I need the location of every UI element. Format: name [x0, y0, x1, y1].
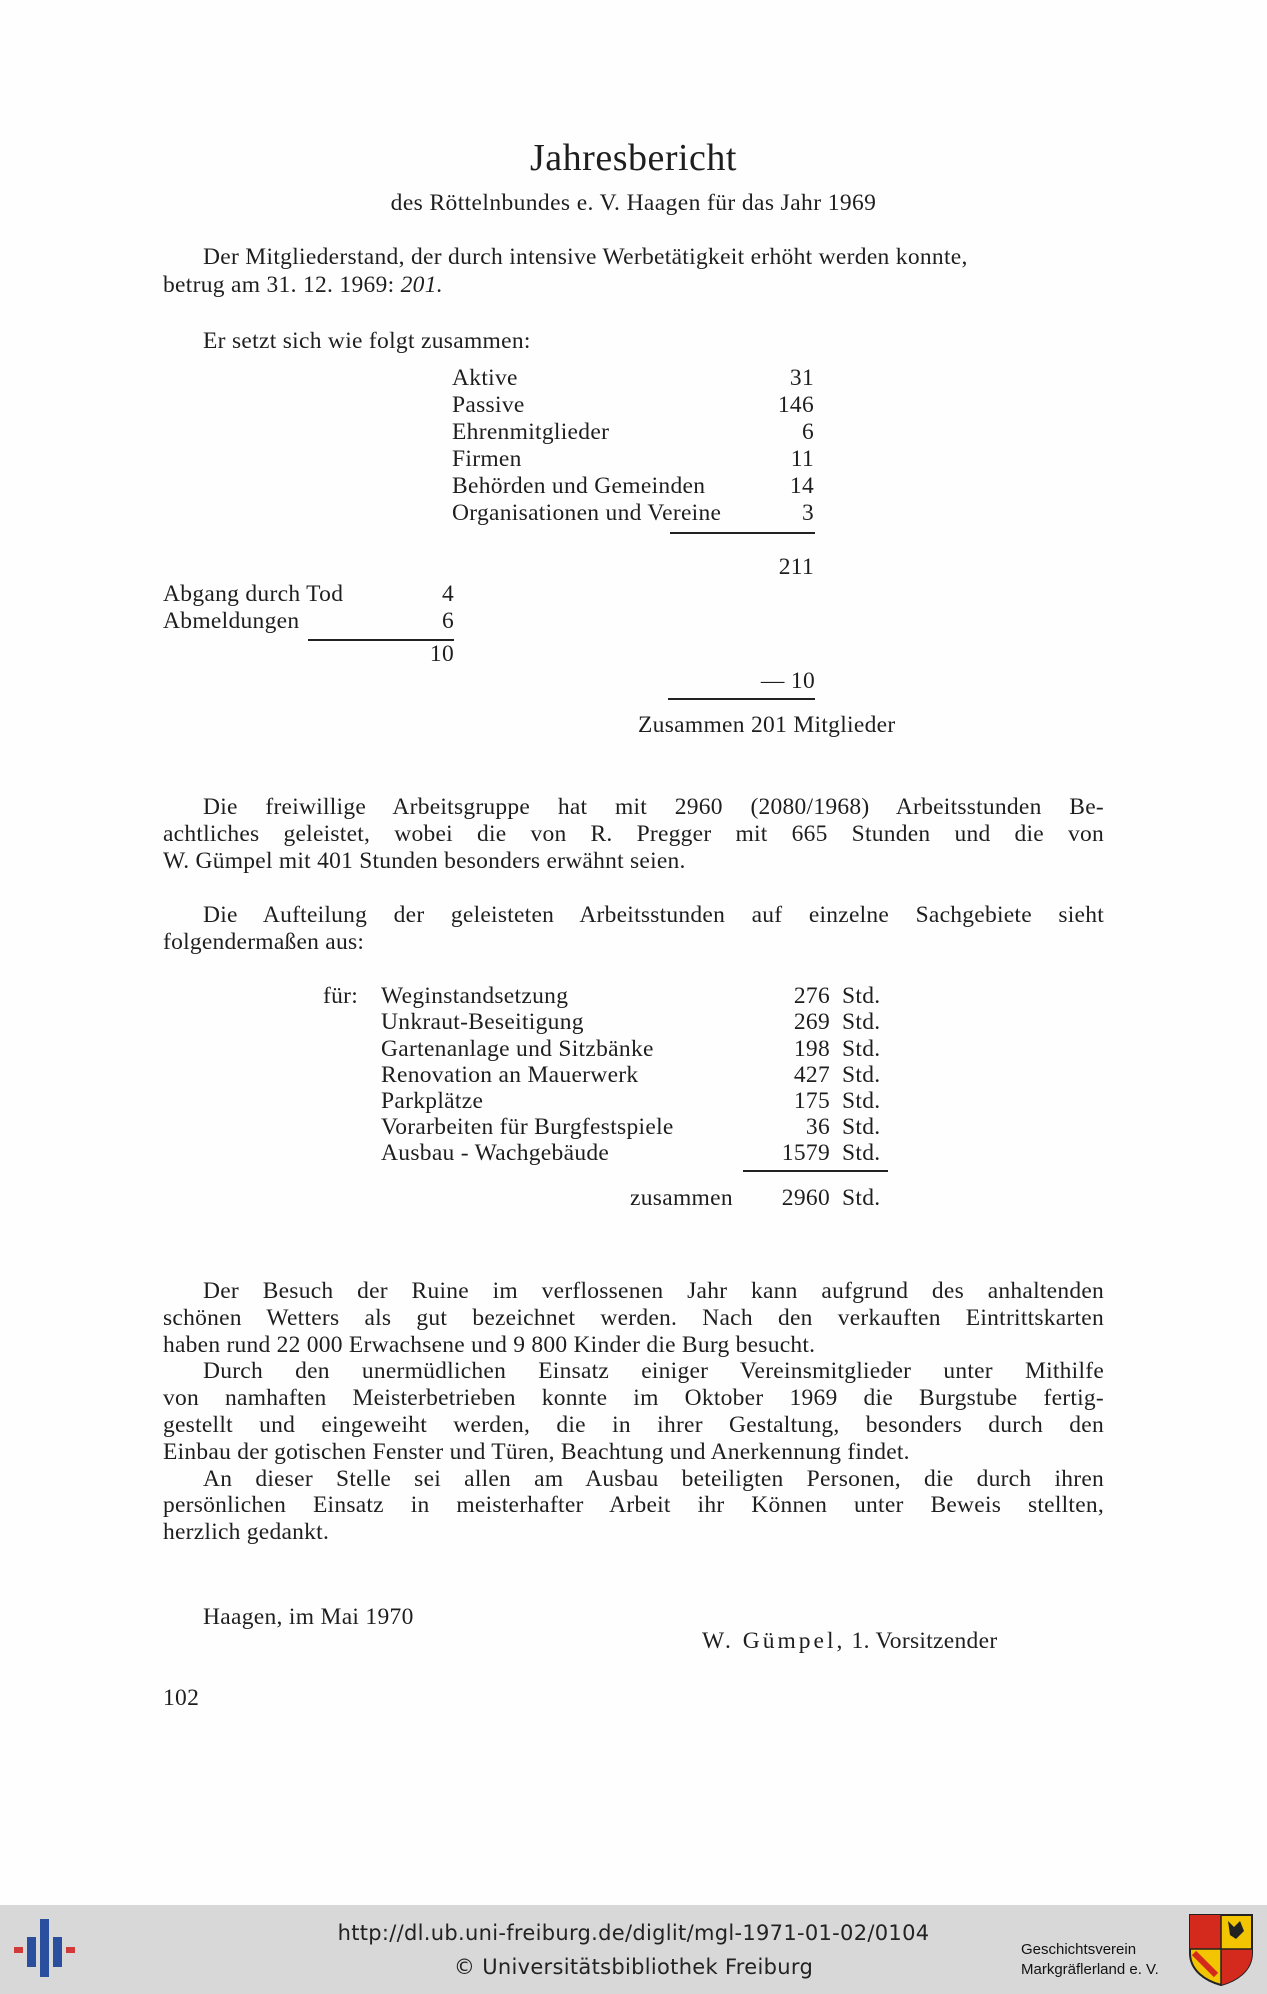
- publisher-line-1: Geschichtsverein: [1021, 1941, 1137, 1958]
- member-value: 31: [789, 365, 814, 391]
- sum-rule: [670, 532, 815, 534]
- text-line: von namhaften Meisterbetrieben konnte im Oktober 1969 die Burgstube fertig-: [163, 1385, 1104, 1412]
- hours-unit: Std.: [842, 1140, 881, 1166]
- member-label: Organisationen und Vereine: [452, 500, 722, 526]
- hours-label: Ausbau - Wachgebäude: [381, 1140, 610, 1166]
- hours-value: 1579: [781, 1140, 830, 1166]
- hours-label: Vorarbeiten für Burgfestspiele: [381, 1114, 674, 1140]
- page-title: Jahresbericht: [530, 137, 737, 179]
- source-url-link[interactable]: http://dl.ub.uni-freiburg.de/diglit/mgl-1971-01-02/0104: [337, 1921, 930, 1945]
- hours-unit: Std.: [842, 1062, 881, 1088]
- hours-unit: Std.: [842, 1009, 881, 1035]
- text-line: haben rund 22 000 Erwachsene und 9 800 Kinder die Burg besucht.: [163, 1331, 816, 1358]
- members-total: 211: [778, 554, 814, 580]
- hours-label: Unkraut-Beseitigung: [381, 1009, 584, 1035]
- hours-unit: Std.: [842, 1036, 881, 1062]
- hours-label: Parkplätze: [381, 1088, 484, 1114]
- member-label: Aktive: [452, 365, 518, 391]
- hours-value: 36: [805, 1114, 830, 1140]
- departure-value: 4: [441, 581, 454, 607]
- signature: [702, 1628, 997, 1655]
- final-rule: [668, 698, 815, 700]
- hours-total-label: zusammen: [630, 1185, 733, 1211]
- hours-prefix: für:: [323, 983, 359, 1009]
- text-line: W. Gümpel mit 401 Stunden besonders erwähnt seien.: [163, 847, 686, 874]
- departure-label: Abmeldungen: [163, 608, 300, 634]
- publisher-line-2: Markgräflerland e. V.: [1021, 1961, 1159, 1978]
- departure-label: Abgang durch Tod: [163, 581, 344, 607]
- copyright-text: © Universitätsbibliothek Freiburg: [453, 1955, 814, 1979]
- page-number: 102: [163, 1685, 200, 1711]
- hours-unit: Std.: [842, 1088, 881, 1114]
- signature-name: W. Gümpel,: [702, 1628, 846, 1654]
- text-line: achtliches geleistet, wobei die von R. Pregger mit 665 Stunden und die von: [163, 820, 1104, 847]
- member-label: Behörden und Gemeinden: [452, 473, 706, 499]
- member-value: 11: [790, 446, 814, 472]
- coat-of-arms-icon: [1188, 1913, 1254, 1987]
- text-line: herzlich gedankt.: [163, 1519, 330, 1546]
- composition-heading: Er setzt sich wie folgt zusammen:: [203, 328, 531, 354]
- hours-total-value: 2960: [781, 1185, 830, 1211]
- split-paragraph: [163, 902, 1104, 956]
- work-paragraph: [163, 794, 1104, 874]
- footer-bar: [0, 1905, 1267, 1994]
- member-value: 14: [789, 473, 814, 499]
- hours-unit: Std.: [842, 983, 881, 1009]
- text-line: Der Besuch der Ruine im verflossenen Jahr kann aufgrund des anhaltenden: [203, 1278, 1104, 1304]
- hours-unit: Std.: [842, 1114, 881, 1140]
- text-line: gestellt und eingeweiht werden, die in ihrer Gestaltung, besonders durch den: [163, 1411, 1104, 1438]
- intro-line-2-prefix: betrug am 31. 12. 1969:: [163, 272, 401, 298]
- members-sum-line: Zusammen 201 Mitglieder: [638, 712, 896, 738]
- member-label: Ehrenmitglieder: [452, 419, 610, 445]
- hours-value: 269: [793, 1009, 830, 1035]
- page-subtitle: des Röttelnbundes e. V. Haagen für das Jahr 1969: [390, 190, 877, 216]
- place-date: Haagen, im Mai 1970: [203, 1604, 414, 1630]
- member-label: Firmen: [452, 446, 522, 472]
- text-line: persönlichen Einsatz in meisterhafter Arbeit ihr Können unter Beweis stellten,: [163, 1492, 1104, 1519]
- member-label: Passive: [452, 392, 525, 418]
- subtract-line: — 10: [760, 668, 815, 694]
- departures-total: 10: [429, 641, 454, 667]
- hours-total-unit: Std.: [842, 1185, 881, 1211]
- intro-line-1: Der Mitgliederstand, der durch intensive Werbetätigkeit erhöht werden konnte,: [203, 244, 968, 270]
- text-line: Durch den unermüdlichen Einsatz einiger Vereinsmitglieder unter Mithilfe: [203, 1358, 1104, 1385]
- text-line: Einbau der gotischen Fenster und Türen, Beachtung und Anerkennung findet.: [163, 1438, 910, 1465]
- intro-line-2: [163, 272, 443, 299]
- hours-value: 175: [793, 1088, 830, 1114]
- hours-label: Renovation an Mauerwerk: [381, 1062, 639, 1088]
- member-value: 146: [777, 392, 814, 418]
- hours-value: 198: [793, 1036, 830, 1062]
- text-line: Die Aufteilung der geleisteten Arbeitsstunden auf einzelne Sachgebiete sieht: [203, 902, 1104, 928]
- text-line: folgendermaßen aus:: [163, 928, 365, 955]
- text-line: Die freiwillige Arbeitsgruppe hat mit 2960 (2080/1968) Arbeitsstunden Be-: [203, 794, 1104, 820]
- hours-value: 276: [793, 983, 830, 1009]
- departure-value: 6: [441, 608, 454, 634]
- member-value: 6: [801, 419, 814, 445]
- member-value: 3: [801, 500, 814, 526]
- text-line: An dieser Stelle sei allen am Ausbau beteiligten Personen, die durch ihren: [203, 1465, 1104, 1492]
- intro-member-count: 201.: [400, 272, 443, 298]
- hours-label: Weginstandsetzung: [381, 983, 569, 1009]
- publisher-name: [1021, 1940, 1159, 1980]
- hours-label: Gartenanlage und Sitzbänke: [381, 1036, 654, 1062]
- hours-sum-rule: [743, 1170, 888, 1172]
- visit-paragraph: [163, 1278, 1104, 1546]
- signature-role: 1. Vorsitzender: [851, 1628, 998, 1654]
- text-line: schönen Wetters als gut bezeichnet werden. Nach den verkauften Eintrittskarten: [163, 1304, 1104, 1331]
- hours-value: 427: [793, 1062, 830, 1088]
